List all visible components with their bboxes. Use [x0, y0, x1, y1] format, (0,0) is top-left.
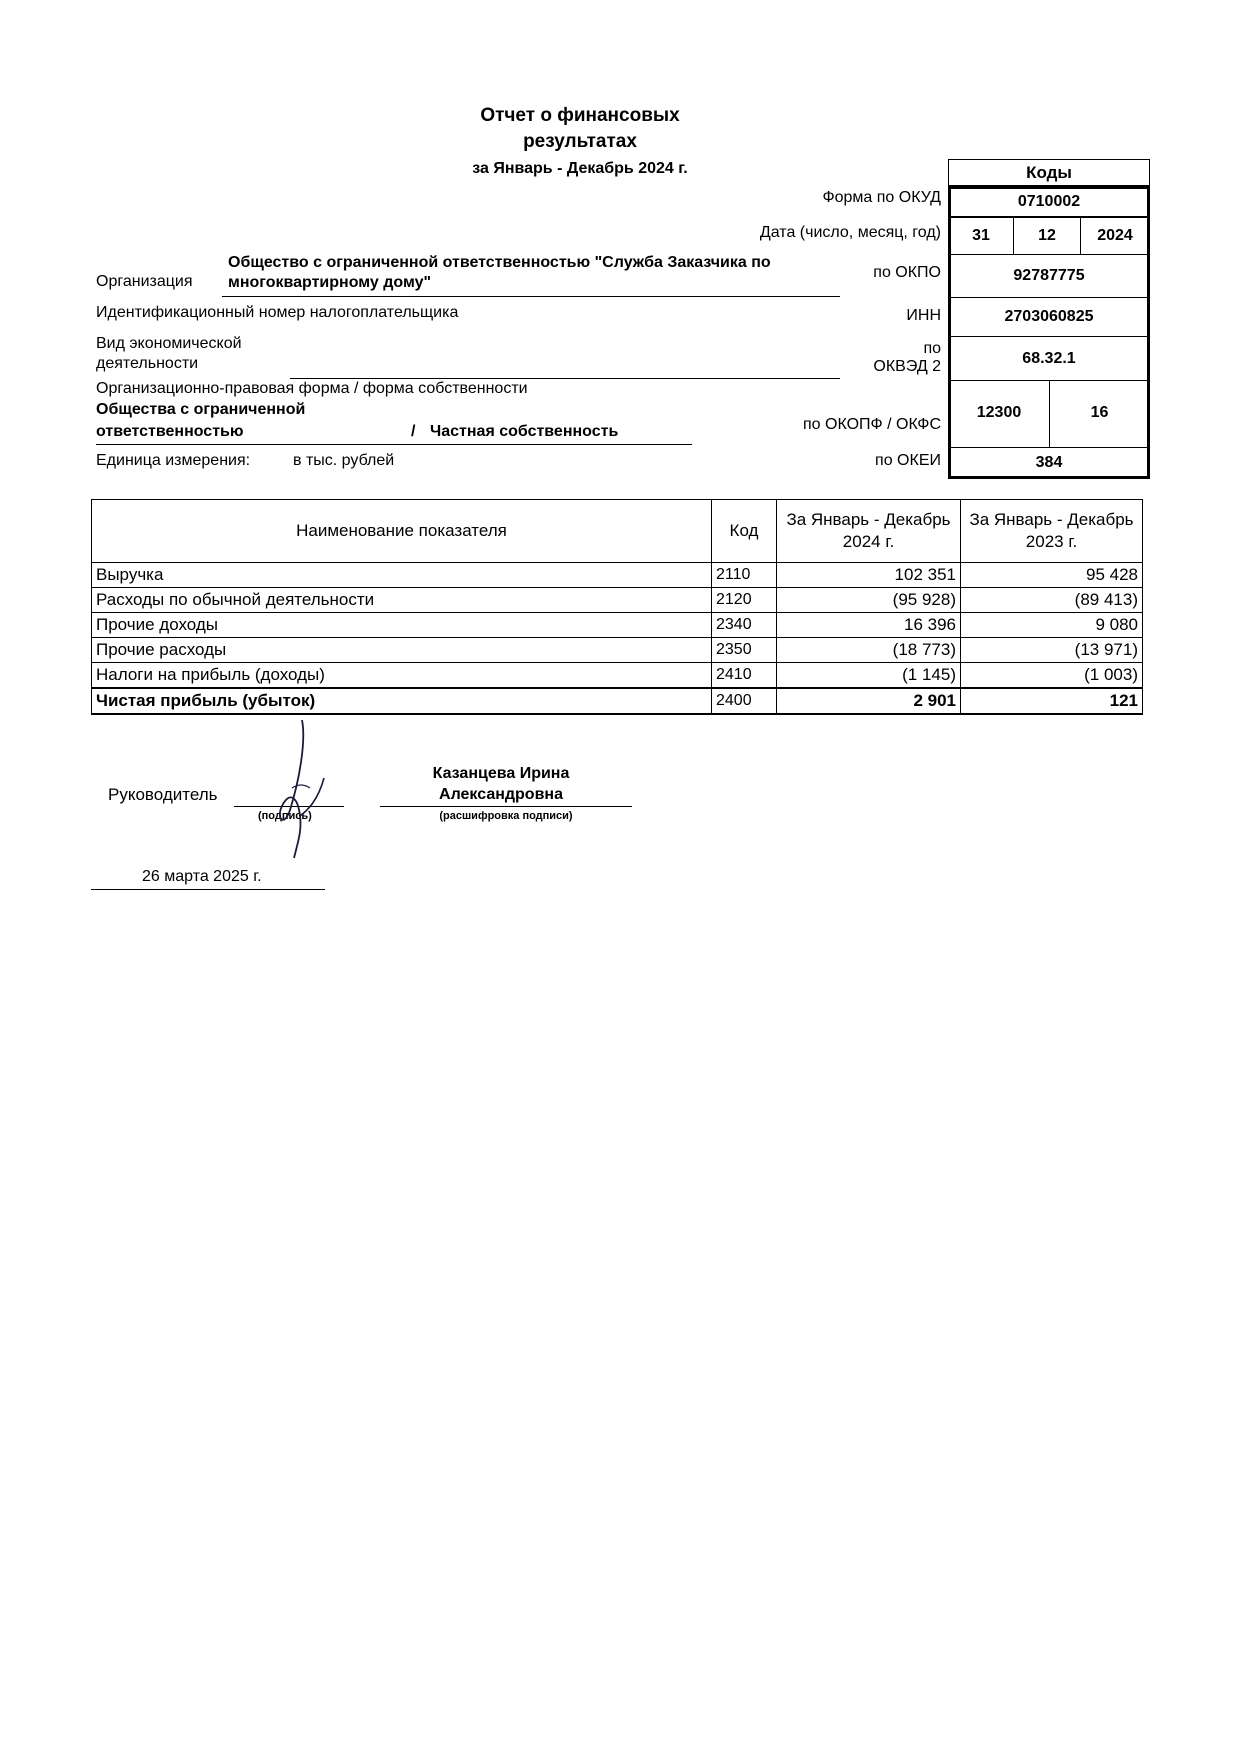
col-header-previous: За Январь - Декабрь 2023 г. — [961, 500, 1143, 563]
date-day: 31 — [948, 217, 1014, 255]
date-label: Дата (число, месяц, год) — [759, 224, 941, 241]
legal-form-line1: Общества с ограниченной — [96, 401, 306, 418]
table-row — [92, 563, 1143, 588]
org-name-line1: Общество с ограниченной ответственностью "Служба Заказчика по — [228, 254, 771, 271]
table-row — [92, 588, 1143, 613]
row-current: 16 396 — [777, 613, 961, 638]
signer-name-caption: (расшифровка подписи) — [439, 810, 573, 822]
row-code: 2350 — [712, 638, 777, 663]
okved-code: 68.32.1 — [948, 336, 1150, 381]
financial-results-table — [91, 499, 1143, 715]
okpo-code: 92787775 — [948, 254, 1150, 298]
signature-caption: (подпись) — [258, 810, 312, 822]
activity-label-2: деятельности — [96, 355, 199, 372]
row-current: (18 773) — [777, 638, 961, 663]
signature-date: 26 марта 2025 г. — [142, 868, 262, 885]
row-previous: (89 413) — [961, 588, 1143, 613]
row-name: Налоги на прибыль (доходы) — [92, 663, 712, 689]
report-title-line2: результатах — [523, 131, 637, 152]
signer-name-line1: Казанцева Ирина — [432, 765, 570, 782]
activity-label-1: Вид экономической — [96, 335, 242, 352]
row-name: Прочие доходы — [92, 613, 712, 638]
report-title-line1: Отчет о финансовых — [480, 105, 680, 126]
inn-code: 2703060825 — [948, 297, 1150, 337]
org-label: Организация — [96, 273, 193, 290]
inn-label: Идентификационный номер налогоплательщика — [96, 304, 459, 321]
okopf-code: 12300 — [948, 380, 1050, 448]
legal-form-slash: / — [411, 423, 416, 440]
table-row-total — [92, 688, 1143, 714]
okud-label: Форма по ОКУД — [822, 189, 941, 206]
row-previous: (13 971) — [961, 638, 1143, 663]
unit-value: в тыс. рублей — [293, 452, 395, 469]
okfs-code: 16 — [1049, 380, 1150, 448]
row-current: 102 351 — [777, 563, 961, 588]
row-current: (1 145) — [777, 663, 961, 689]
report-period: за Январь - Декабрь 2024 г. — [472, 160, 688, 177]
row-previous: 95 428 — [961, 563, 1143, 588]
row-name: Прочие расходы — [92, 638, 712, 663]
table-header-row — [92, 500, 1143, 563]
table-row — [92, 663, 1143, 689]
unit-label: Единица измерения: — [96, 452, 251, 469]
okved-label-1: по — [923, 340, 941, 357]
ownership-form: Частная собственность — [430, 423, 619, 440]
col-header-code: Код — [712, 500, 777, 563]
org-name-line2: многоквартирному дому" — [228, 274, 432, 291]
codes-heading: Коды — [948, 159, 1150, 186]
row-code: 2340 — [712, 613, 777, 638]
signer-name-line2: Александровна — [439, 786, 563, 803]
okved-label-2: ОКВЭД 2 — [873, 358, 941, 375]
row-previous: 9 080 — [961, 613, 1143, 638]
handwritten-signature — [262, 718, 352, 860]
row-current: (95 928) — [777, 588, 961, 613]
row-current: 2 901 — [777, 688, 961, 714]
row-code: 2410 — [712, 663, 777, 689]
role-label: Руководитель — [108, 785, 218, 804]
okopf-label: по ОКОПФ / ОКФС — [803, 416, 941, 433]
okpo-label: по ОКПО — [873, 264, 941, 281]
okei-label: по ОКЕИ — [875, 452, 941, 469]
row-name: Выручка — [92, 563, 712, 588]
legal-form-line2: ответственностью — [96, 423, 244, 440]
date-year: 2024 — [1080, 217, 1150, 255]
inn-code-label: ИНН — [906, 307, 941, 324]
row-code: 2120 — [712, 588, 777, 613]
table-row — [92, 613, 1143, 638]
row-previous: 121 — [961, 688, 1143, 714]
col-header-current: За Январь - Декабрь 2024 г. — [777, 500, 961, 563]
col-header-name: Наименование показателя — [92, 500, 712, 563]
table-row — [92, 638, 1143, 663]
okud-code: 0710002 — [948, 186, 1150, 217]
legal-form-label: Организационно-правовая форма / форма собственности — [96, 380, 528, 397]
okei-code: 384 — [948, 447, 1150, 479]
row-previous: (1 003) — [961, 663, 1143, 689]
row-name: Расходы по обычной деятельности — [92, 588, 712, 613]
row-code: 2110 — [712, 563, 777, 588]
date-month: 12 — [1013, 217, 1081, 255]
row-name: Чистая прибыль (убыток) — [92, 688, 712, 714]
row-code: 2400 — [712, 688, 777, 714]
